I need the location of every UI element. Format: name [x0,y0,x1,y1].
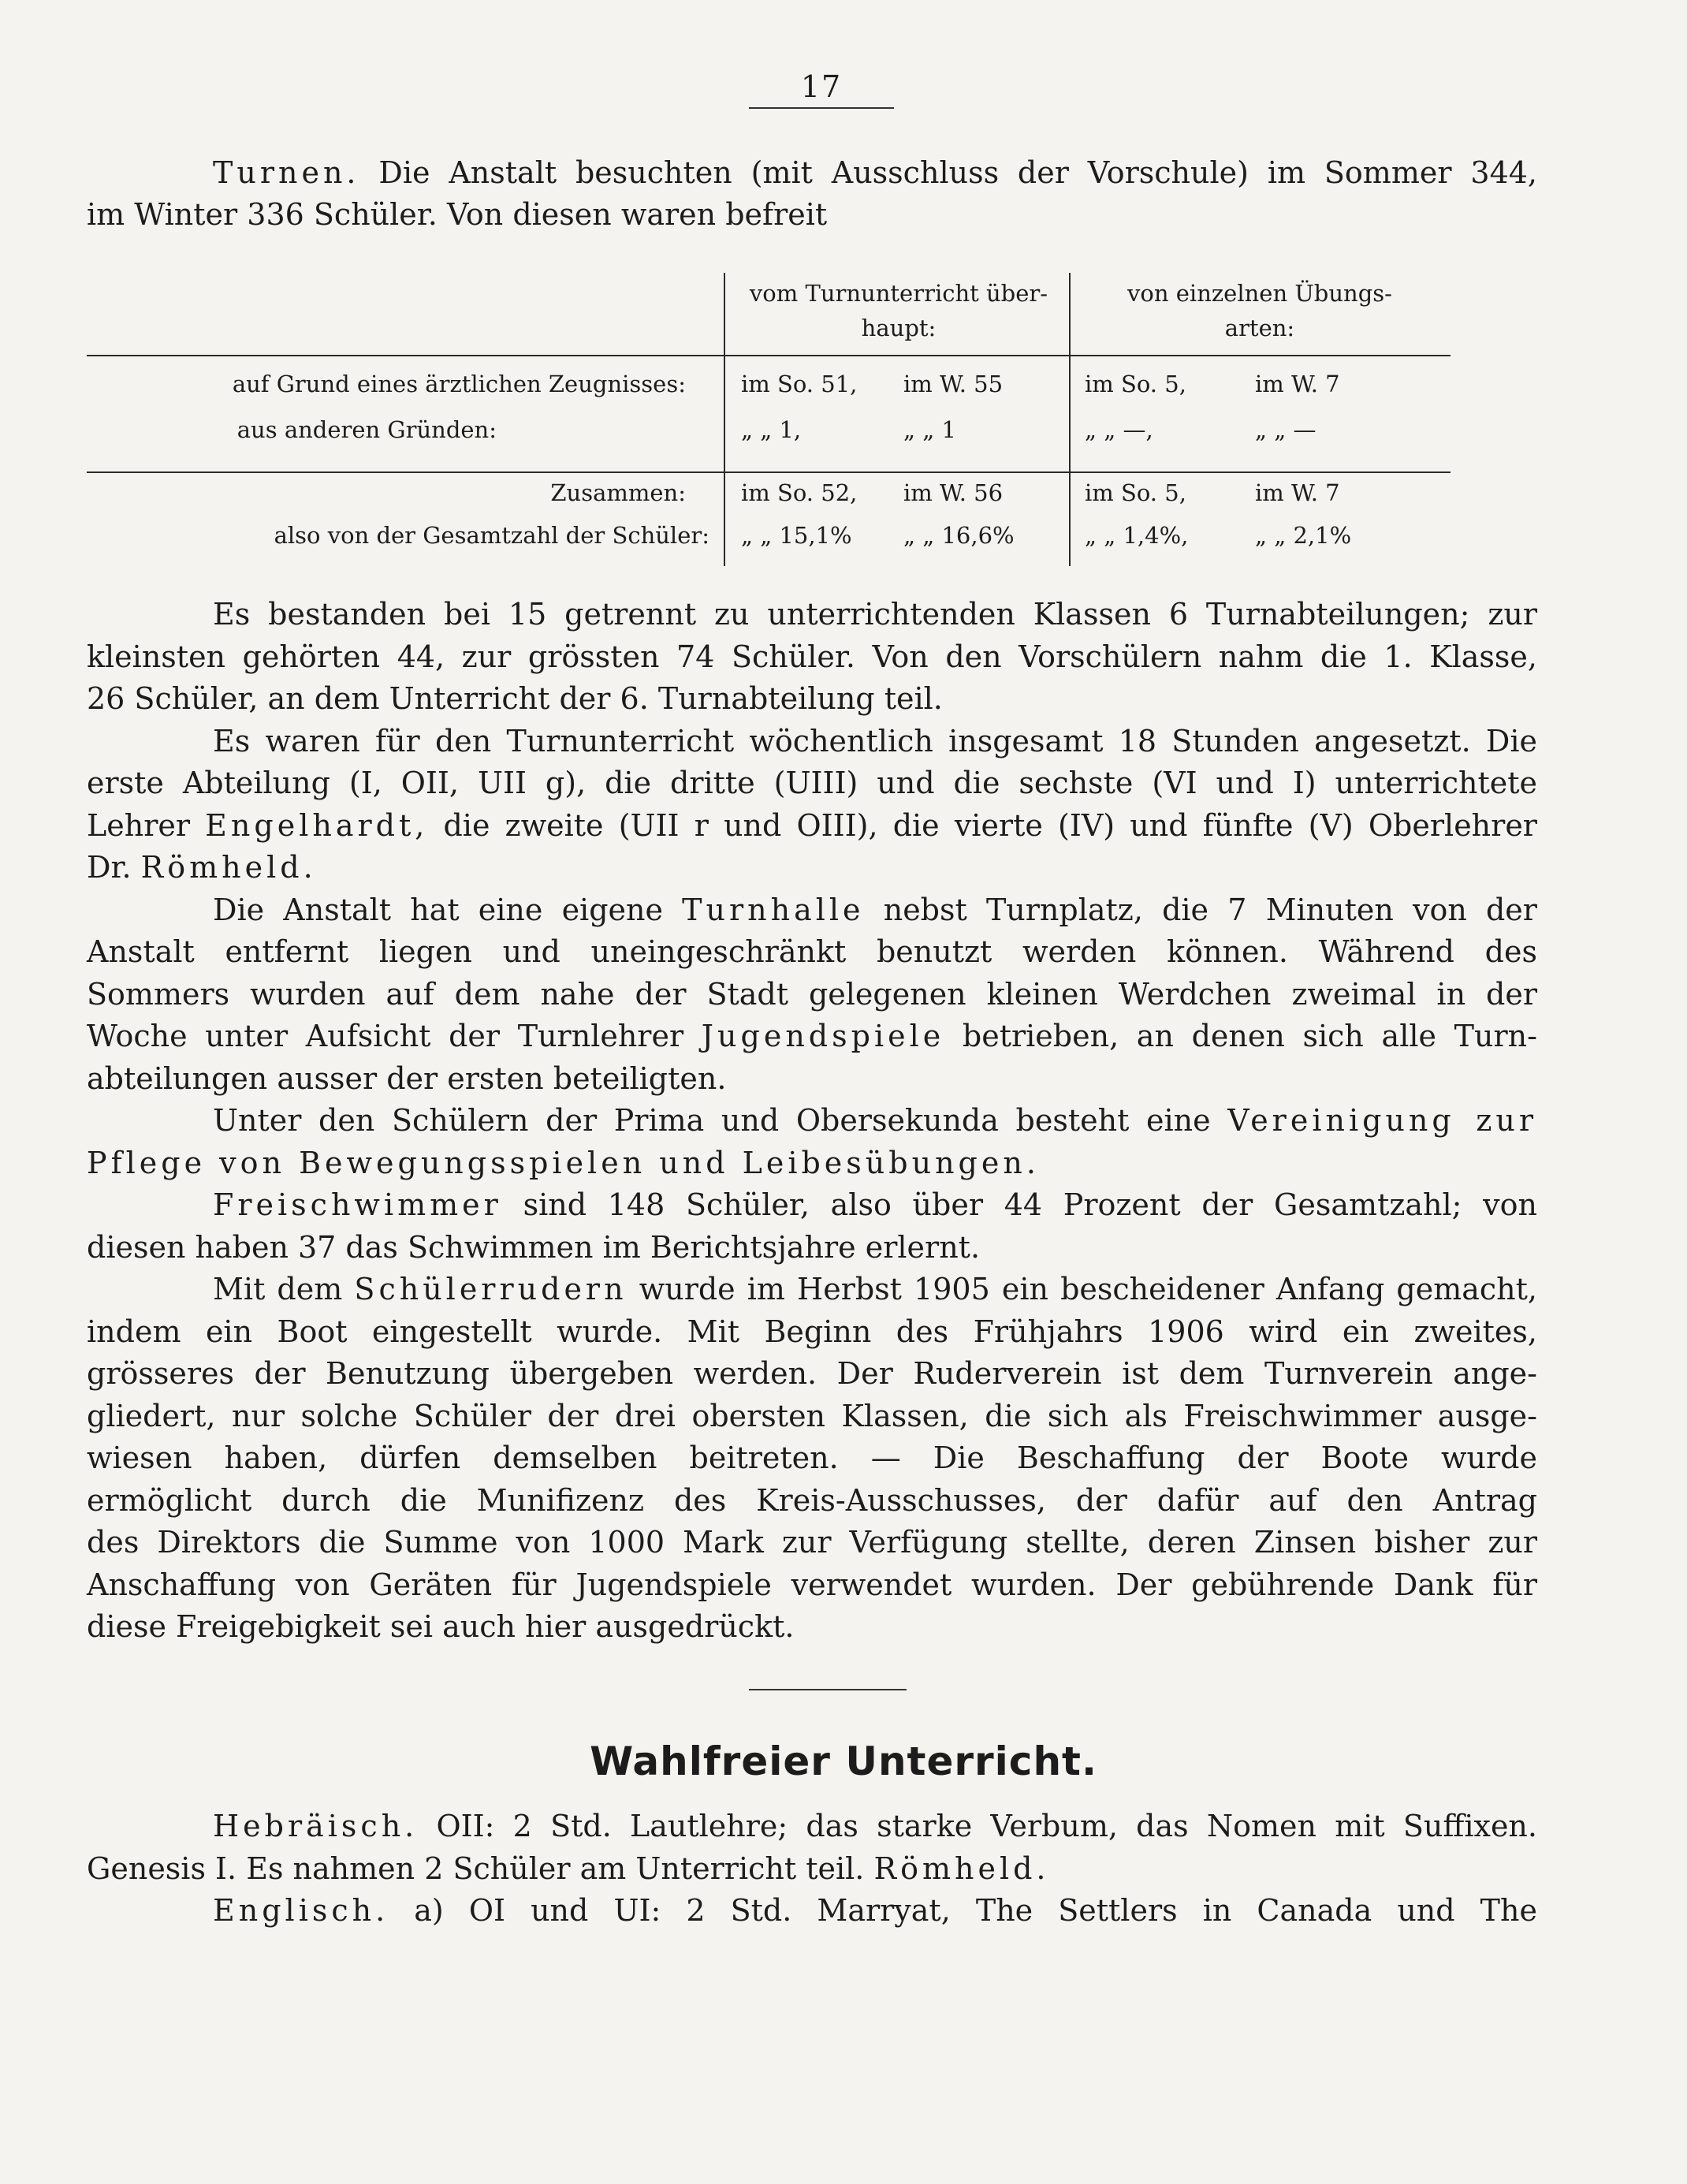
freischwimmer-term: Freischwimmer [213,1187,502,1222]
p6-line-4: gliedert, nur solche Schüler der drei obersten Klassen, die sich als Freischwimmer ausge- [87,1399,1537,1433]
schuelerrudern-term: Schülerrudern [354,1272,628,1306]
table-cell: im So. 51, [741,371,858,397]
table-row-label: also von der Gesamtzahl der Schüler: [274,522,709,549]
table-cell: „ „ 15,1% [741,522,852,549]
turnen-label: Turnen. [213,155,360,190]
hebr-line-2 [87,1848,1537,1891]
p2-line-1-text: Es waren für den Turnunterricht wöchentlich insgesamt 18 Stunden angesetzt. Die [213,724,1537,758]
p4-line-1-a: Unter den Schülern der Prima und Obersekunda besteht eine [213,1103,1211,1138]
p6-line-3: grösseres der Benutzung übergeben werden. Der Ruderverein ist dem Turnverein ange- [87,1356,1537,1391]
p6-line-8: Anschaffung von Geräten für Jugendspiele verwendet wurden. Der gebührende Dank für [87,1567,1537,1602]
p3-line-4 [87,1016,1537,1058]
teacher-name-engelhardt: Engelhardt, [205,808,429,843]
page-number: 17 [749,69,894,109]
p3-line-1-b: nebst Turnplatz, die 7 Minuten von der [883,893,1537,927]
hebr-line-2-a: Genesis I. Es nahmen 2 Schüler am Unterricht teil. [87,1851,865,1886]
col-head-total-line-2: haupt: [861,315,937,341]
jugendspiele-term: Jugendspiele [701,1019,945,1053]
turnen-line-1 [87,152,1537,195]
p3-line-1-a: Die Anstalt hat eine eigene [213,893,663,927]
exemption-table [87,268,1529,568]
turnen-line-1-text: Die Anstalt besuchten (mit Ausschluss der Vorschule) im Sommer 344, [378,155,1537,190]
p6-line-9: diese Freigebigkeit sei auch hier ausgedrückt. [87,1609,795,1644]
table-cell: „ „ 1 [903,416,956,443]
table-rule-sum [87,471,1451,473]
p2-line-4-a: Dr. [87,850,132,885]
table-rule-head [87,355,1451,356]
p3-line-5: abteilungen ausser der ersten beteiligten. [87,1061,727,1096]
table-divider-2 [1069,273,1071,566]
engl-label: Englisch. [213,1893,389,1928]
p2-line-1 [87,721,1537,763]
p5-line-1 [87,1184,1537,1227]
table-row-label: auf Grund eines ärztlichen Zeugnisses: [232,371,686,397]
table-cell: im So. 5, [1085,371,1186,397]
hebr-label: Hebräisch. [213,1809,419,1843]
col-head-partial [1078,276,1441,345]
p6-line-6: ermöglicht durch die Munifizenz des Kreis-Ausschusses, der dafür auf den Antrag [87,1483,1537,1518]
table-cell: im So. 52, [741,479,858,506]
table-cell: im W. 55 [903,371,1004,397]
p6-line-2: indem ein Boot eingestellt wurde. Mit Beginn des Frühjahrs 1906 wird ein zweites, [87,1314,1537,1349]
p2-line-3 [87,805,1537,848]
table-cell: im W. 7 [1255,371,1340,397]
table-row-label: aus anderen Gründen: [236,416,497,443]
section-divider [749,1689,907,1690]
table-cell: „ „ — [1255,416,1316,443]
p5-line-1-b: sind 148 Schüler, also über 44 Prozent der Gesamtzahl; von [523,1187,1537,1222]
table-cell: „ „ 2,1% [1255,522,1352,549]
turnhalle-term: Turnhalle [682,893,865,927]
table-cell: „ „ 16,6% [903,522,1015,549]
p4-line-2 [87,1142,1537,1185]
p2-line-3-a: Lehrer [87,808,191,843]
hebr-line-1 [87,1806,1537,1848]
p6-line-7: des Direktors die Summe von 1000 Mark zur Verfügung stellte, deren Zinsen bisher zur [87,1525,1537,1560]
table-cell: im W. 56 [903,479,1004,506]
p6-line-1-a: Mit dem [213,1272,343,1306]
p1-line-1 [87,594,1537,636]
p3-line-3: Sommers wurden auf dem nahe der Stadt gelegenen kleinen Werdchen zweimal in der [87,977,1537,1012]
p5-line-2: diesen haben 37 das Schwimmen im Berichtsjahre erlernt. [87,1230,981,1265]
p3-line-2: Anstalt entfernt liegen und uneingeschränkt benutzt werden können. Während des [87,934,1537,969]
table-row-label: Zusammen: [550,479,686,506]
table-cell: „ „ 1,4%, [1085,522,1189,549]
col-head-partial-line-2: arten: [1224,315,1295,341]
p3-line-4-a: Woche unter Aufsicht der Turnlehrer [87,1019,684,1053]
section-heading: Wahlfreier Unterricht. [590,1739,1097,1784]
p2-line-4 [87,847,1537,889]
turnen-line-2: im Winter 336 Schüler. Von diesen waren befreit [87,197,828,232]
p1-line-3: 26 Schüler, an dem Unterricht der 6. Turnabteilung teil. [87,681,943,716]
col-head-total [733,276,1064,345]
table-divider-1 [724,273,725,566]
p4-line-1 [87,1100,1537,1142]
p1-line-1-text: Es bestanden bei 15 getrennt zu unterrichtenden Klassen 6 Turnabteilungen; zur [213,597,1537,632]
p6-line-1-b: wurde im Herbst 1905 ein bescheidener Anfang gemacht, [639,1272,1537,1306]
engl-line-1 [87,1890,1537,1932]
hebr-line-1-text: OII: 2 Std. Lautlehre; das starke Verbum, das Nomen mit Suffixen. [436,1809,1537,1843]
table-cell: im So. 5, [1085,479,1186,506]
p2-line-2: erste Abteilung (I, OII, UII g), die dritte (UIII) und die sechste (VI und I) unterrichtete [87,766,1537,800]
table-cell: „ „ —, [1085,416,1153,443]
hebr-teacher-name: Römheld. [873,1851,1050,1886]
p3-line-1 [87,889,1537,932]
p1-line-2: kleinsten gehörten 44, zur grössten 74 Schüler. Von den Vorschülern nahm die 1. Klasse, [87,639,1537,674]
table-cell: „ „ 1, [741,416,802,443]
p6-line-1 [87,1269,1537,1311]
pflege-term: Pflege von Bewegungsspielen und Leibesübungen. [87,1146,1040,1180]
p2-line-3-b: die zweite (UII r und OIII), die vierte (IV) und fünfte (V) Oberlehrer [443,808,1537,843]
p6-line-5: wiesen haben, dürfen demselben beitreten. — Die Beschaffung der Boote wurde [87,1440,1537,1475]
engl-line-1-text: a) OI und UI: 2 Std. Marryat, The Settlers in Canada und The [414,1893,1537,1928]
p3-line-4-b: betrieben, an denen sich alle Turn- [962,1019,1537,1053]
vereinigung-term: Vereinigung zur [1227,1103,1537,1138]
col-head-partial-line-1: von einzelnen Übungs- [1127,280,1392,307]
table-cell: im W. 7 [1255,479,1340,506]
teacher-name-roemheld: Römheld. [140,850,317,885]
col-head-total-line-1: vom Turnunterricht über- [749,280,1048,307]
